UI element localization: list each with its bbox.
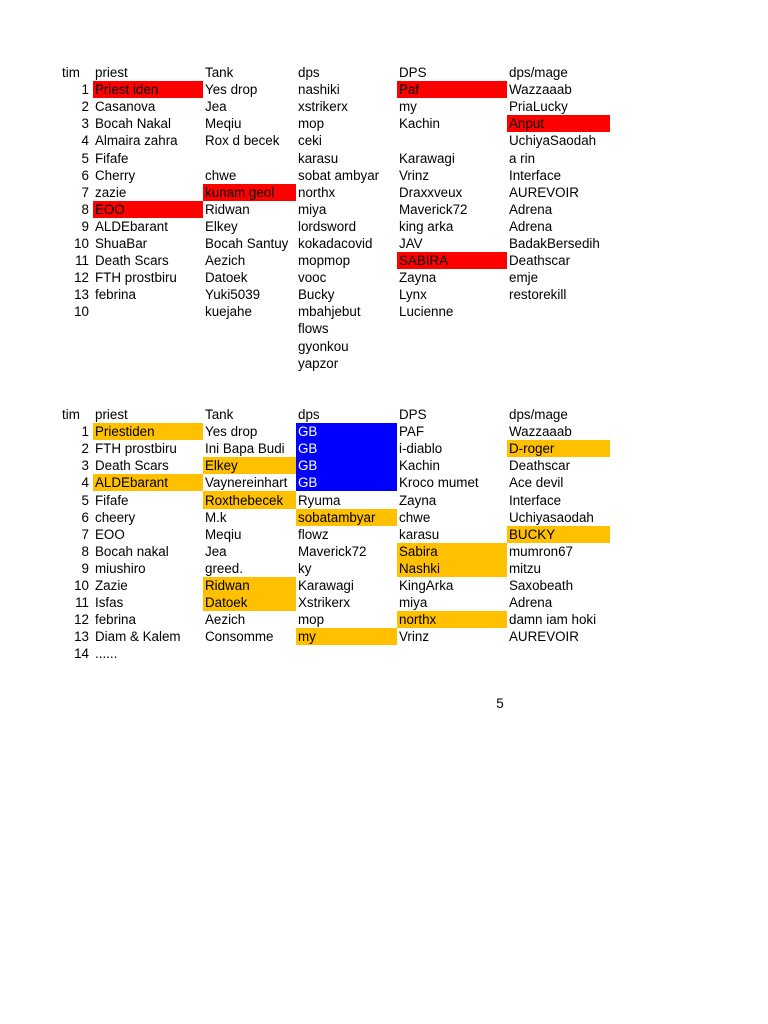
- cell-dps-mage: AUREVOIR: [509, 629, 579, 645]
- cell-tank: Meqiu: [205, 116, 242, 132]
- cell-tank: [203, 645, 296, 662]
- cell-priest: Zazie: [95, 577, 128, 593]
- cell-dps: mop: [298, 612, 325, 628]
- cell-tim: 6: [81, 167, 89, 183]
- cell-priest: EOO: [93, 201, 203, 218]
- cell-tim: 1: [81, 424, 89, 440]
- cell-dps-upper: KingArka: [399, 577, 454, 593]
- cell-tim: 11: [75, 595, 89, 611]
- cell-dps-mage: Interface: [509, 167, 562, 183]
- cell-priest: Bocah nakal: [95, 543, 169, 559]
- cell-dps-mage: Adrena: [509, 201, 553, 217]
- cell-dps-upper: Kroco mumet: [399, 475, 479, 491]
- cell-dps: GB: [296, 457, 397, 474]
- table-row: [60, 543, 610, 560]
- table-row: [60, 149, 610, 166]
- cell-dps-mage: Wazzaaab: [509, 424, 572, 440]
- cell-dps-mage: mitzu: [509, 560, 541, 576]
- header-row: [60, 64, 610, 81]
- cell-dps-upper: Sabira: [397, 543, 507, 560]
- cell-dps-mage: restorekill: [509, 287, 567, 303]
- cell-tim: 3: [81, 458, 89, 474]
- cell-priest: Casanova: [95, 99, 156, 115]
- table-row: [60, 611, 610, 628]
- cell-tank: Datoek: [203, 594, 296, 611]
- cell-priest: [93, 320, 203, 337]
- cell-dps-mage: PriaLucky: [509, 99, 568, 115]
- cell-tim: 4: [81, 475, 89, 491]
- cell-dps-upper: JAV: [399, 235, 423, 251]
- cell-tank: Datoek: [205, 270, 248, 286]
- cell-dps-mage: [507, 320, 610, 337]
- cell-dps: Karawagi: [298, 577, 354, 593]
- cell-dps-mage: Saxobeath: [509, 577, 574, 593]
- team-table-1: [60, 64, 620, 372]
- cell-dps: lordsword: [298, 218, 357, 234]
- cell-dps-upper: Zayna: [399, 270, 437, 286]
- cell-priest: Priest iden: [93, 81, 203, 98]
- cell-dps-mage: [507, 303, 610, 320]
- cell-dps-upper: SABIRA: [397, 252, 507, 269]
- cell-dps: kokadacovid: [298, 235, 373, 251]
- cell-dps-upper: Vrinz: [399, 167, 430, 183]
- cell-dps-upper: Karawagi: [399, 150, 455, 166]
- cell-dps-mage: Uchiyasaodah: [509, 509, 594, 525]
- cell-dps-upper: [397, 355, 507, 372]
- cell-tank: [203, 355, 296, 372]
- cell-dps-upper: Lynx: [399, 287, 427, 303]
- cell-tim: 10: [74, 304, 89, 320]
- cell-tank: chwe: [205, 167, 237, 183]
- cell-dps: mbahjebut: [298, 304, 361, 320]
- cell-dps-upper: karasu: [399, 526, 440, 542]
- cell-tank: Meqiu: [205, 526, 242, 542]
- table-row: [60, 440, 610, 457]
- table-row: [60, 81, 610, 98]
- header-cell-tank: Tank: [205, 65, 234, 81]
- header-cell-priest: priest: [95, 65, 128, 81]
- cell-dps: mop: [298, 116, 325, 132]
- cell-priest: Fifafe: [95, 150, 129, 166]
- cell-priest: Cherry: [95, 167, 136, 183]
- header-cell-priest: priest: [95, 407, 128, 423]
- cell-dps-upper: [397, 320, 507, 337]
- cell-tank: Yuki5039: [205, 287, 261, 303]
- cell-dps-upper: Lucienne: [399, 304, 454, 320]
- cell-tank: Vaynereinhart: [205, 475, 288, 491]
- cell-dps: GB: [296, 440, 397, 457]
- table-row: [60, 167, 610, 184]
- cell-dps-upper: king arka: [399, 218, 454, 234]
- cell-tank: kunam geol: [203, 184, 296, 201]
- cell-dps-mage: [507, 338, 610, 355]
- cell-dps-upper: my: [399, 99, 417, 115]
- cell-dps: GB: [296, 423, 397, 440]
- cell-dps-mage: Interface: [509, 492, 562, 508]
- cell-tim: 10: [74, 235, 89, 251]
- cell-dps: vooc: [298, 270, 327, 286]
- table-row: [60, 457, 610, 474]
- table-row: [60, 509, 610, 526]
- cell-tank: Roxthebecek: [203, 491, 296, 508]
- cell-dps-mage: BUCKY: [507, 526, 610, 543]
- cell-dps: Bucky: [298, 287, 335, 303]
- table-row: [60, 286, 610, 303]
- cell-dps-upper: Draxxveux: [399, 184, 463, 200]
- team-table-2-body: [60, 406, 610, 662]
- cell-tim: 8: [81, 543, 89, 559]
- cell-dps: xstrikerx: [298, 99, 348, 115]
- cell-tim: 5: [81, 150, 89, 166]
- cell-tank: kuejahe: [205, 304, 252, 320]
- cell-dps-upper: Vrinz: [399, 629, 430, 645]
- cell-priest: FTH prostbiru: [95, 441, 177, 457]
- table-row: [60, 594, 610, 611]
- cell-dps-mage: D-roger: [507, 440, 610, 457]
- cell-dps-mage: UchiyaSaodah: [509, 133, 597, 149]
- cell-dps-upper: Kachin: [399, 458, 440, 474]
- team-table-2: [60, 406, 620, 662]
- cell-dps-mage: Deathscar: [509, 458, 571, 474]
- cell-priest: Isfas: [95, 595, 124, 611]
- cell-tim: 4: [81, 133, 89, 149]
- cell-tim: 9: [81, 560, 89, 576]
- cell-tim: 12: [74, 270, 89, 286]
- cell-priest: Diam & Kalem: [95, 629, 181, 645]
- cell-tank: Yes drop: [205, 424, 258, 440]
- cell-dps-mage: mumron67: [509, 543, 574, 559]
- cell-tim: 12: [74, 612, 89, 628]
- cell-tim: [60, 338, 93, 355]
- cell-dps-upper: PAF: [399, 424, 425, 440]
- cell-dps-upper: northx: [397, 611, 507, 628]
- cell-priest: EOO: [95, 526, 125, 542]
- cell-tim: 3: [81, 116, 89, 132]
- cell-priest: zazie: [95, 184, 127, 200]
- cell-tank: [203, 149, 296, 166]
- cell-priest: Fifafe: [95, 492, 129, 508]
- cell-dps-mage: Ace devil: [509, 475, 564, 491]
- cell-priest: Death Scars: [95, 253, 169, 269]
- table-row: [60, 355, 610, 372]
- cell-tim: [60, 320, 93, 337]
- cell-tank: greed.: [205, 560, 243, 576]
- table-row: [60, 338, 610, 355]
- cell-dps-mage: Wazzaaab: [509, 82, 572, 98]
- table-row: [60, 132, 610, 149]
- cell-dps-mage: a rin: [509, 150, 536, 166]
- table-row: [60, 474, 610, 491]
- cell-tank: Ridwan: [203, 577, 296, 594]
- table-row: [60, 303, 610, 320]
- cell-dps: [296, 645, 397, 662]
- cell-tank: Bocah Santuy: [205, 235, 289, 251]
- table-row: [60, 423, 610, 440]
- cell-priest: ALDEbarant: [95, 218, 168, 234]
- table-row: [60, 269, 610, 286]
- cell-priest: Almaira zahra: [95, 133, 178, 149]
- cell-tim: 2: [81, 99, 89, 115]
- table-row: [60, 235, 610, 252]
- cell-dps: miya: [298, 201, 327, 217]
- cell-dps: my: [296, 628, 397, 645]
- cell-dps-mage: emje: [509, 270, 539, 286]
- cell-priest: Bocah Nakal: [95, 116, 171, 132]
- cell-dps: mopmop: [298, 253, 351, 269]
- cell-dps-mage: damn iam hoki: [509, 612, 597, 628]
- cell-dps: flows: [298, 321, 329, 337]
- cell-tim: [60, 355, 93, 372]
- cell-dps-upper: Nashki: [397, 560, 507, 577]
- cell-tank: Aezich: [205, 612, 246, 628]
- cell-dps: Maverick72: [298, 543, 367, 559]
- cell-dps: flowz: [298, 526, 329, 542]
- cell-priest: ShuaBar: [95, 235, 148, 251]
- table-row: [60, 577, 610, 594]
- cell-tim: 13: [74, 629, 89, 645]
- table-row: [60, 645, 610, 662]
- table-row: [60, 201, 610, 218]
- cell-dps-upper: [397, 338, 507, 355]
- header-cell-dps-upper: DPS: [399, 65, 427, 81]
- cell-tim: 6: [81, 509, 89, 525]
- header-cell-tim: tim: [62, 407, 80, 423]
- cell-dps-upper: miya: [399, 595, 428, 611]
- header-cell-dps-upper: DPS: [399, 407, 427, 423]
- cell-tank: Ini Bapa Budi: [205, 441, 285, 457]
- cell-dps-mage: AUREVOIR: [509, 184, 579, 200]
- cell-tim: 7: [81, 184, 89, 200]
- cell-dps: Xstrikerx: [298, 595, 351, 611]
- table-row: [60, 252, 610, 269]
- cell-tim: 14: [74, 646, 89, 662]
- cell-dps-mage: Adrena: [509, 218, 553, 234]
- header-cell-tank: Tank: [205, 407, 234, 423]
- cell-dps-upper: i-diablo: [399, 441, 443, 457]
- cell-priest: [93, 303, 203, 320]
- table-row: [60, 628, 610, 645]
- cell-dps: nashiki: [298, 82, 340, 98]
- header-cell-dps-mage: dps/mage: [509, 407, 568, 423]
- cell-dps-mage: [507, 645, 610, 662]
- cell-tank: M.k: [205, 509, 227, 525]
- cell-tim: 1: [81, 82, 89, 98]
- cell-priest: febrina: [95, 612, 136, 628]
- team-table-1-body: [60, 64, 610, 372]
- cell-dps: sobatambyar: [296, 509, 397, 526]
- table-row: [60, 98, 610, 115]
- cell-priest: ......: [95, 646, 118, 662]
- cell-dps-upper: Paf: [397, 81, 507, 98]
- cell-tank: Yes drop: [205, 82, 258, 98]
- cell-dps-mage: Adrena: [509, 595, 553, 611]
- cell-dps: karasu: [298, 150, 339, 166]
- cell-dps-upper: Kachin: [399, 116, 440, 132]
- cell-priest: [93, 338, 203, 355]
- cell-tank: [203, 320, 296, 337]
- cell-dps: gyonkou: [298, 338, 349, 354]
- header-cell-dps: dps: [298, 65, 320, 81]
- cell-tank: Consomme: [205, 629, 274, 645]
- cell-tim: 9: [81, 218, 89, 234]
- cell-priest: Death Scars: [95, 458, 169, 474]
- cell-tank: [203, 338, 296, 355]
- cell-tank: Jea: [205, 99, 227, 115]
- cell-priest: febrina: [95, 287, 136, 303]
- cell-dps: yapzor: [298, 355, 339, 371]
- cell-tim: 5: [81, 492, 89, 508]
- header-cell-dps-mage: dps/mage: [509, 65, 568, 81]
- cell-tank: Aezich: [205, 253, 246, 269]
- cell-dps: ceki: [298, 133, 322, 149]
- table-row: [60, 184, 610, 201]
- cell-tank: Elkey: [205, 218, 238, 234]
- table-row: [60, 115, 610, 132]
- cell-tim: 11: [75, 253, 89, 269]
- cell-tank: Elkey: [203, 457, 296, 474]
- cell-dps: Ryuma: [298, 492, 341, 508]
- cell-tim: 7: [81, 526, 89, 542]
- cell-priest: Priestiden: [93, 423, 203, 440]
- table-row: [60, 560, 610, 577]
- table-row: [60, 526, 610, 543]
- table-row: [60, 320, 610, 337]
- cell-dps-mage: Deathscar: [509, 253, 571, 269]
- cell-tank: Jea: [205, 543, 227, 559]
- cell-dps-upper: [397, 645, 507, 662]
- cell-tank: Rox d becek: [205, 133, 280, 149]
- cell-tim: 8: [81, 201, 89, 217]
- cell-dps-upper: Maverick72: [399, 201, 468, 217]
- cell-tim: 10: [74, 577, 89, 593]
- cell-tim: 13: [74, 287, 89, 303]
- cell-priest: [93, 355, 203, 372]
- page-number: 5: [496, 696, 504, 711]
- table-row: [60, 218, 610, 235]
- cell-dps-mage: BadakBersedih: [509, 235, 600, 251]
- cell-dps-upper: chwe: [399, 509, 431, 525]
- cell-dps: GB: [296, 474, 397, 491]
- cell-dps-mage: [507, 355, 610, 372]
- team-table-2-grid: [60, 406, 610, 662]
- team-table-1-grid: [60, 64, 610, 372]
- header-row: [60, 406, 610, 423]
- cell-dps-mage: Anput: [507, 115, 610, 132]
- cell-tank: Ridwan: [205, 201, 250, 217]
- cell-dps: ky: [298, 560, 312, 576]
- cell-dps-upper: Zayna: [399, 492, 437, 508]
- table-row: [60, 491, 610, 508]
- cell-tim: 2: [81, 441, 89, 457]
- cell-dps: northx: [298, 184, 336, 200]
- cell-priest: miushiro: [95, 560, 146, 576]
- cell-dps-upper: [397, 132, 507, 149]
- cell-priest: FTH prostbiru: [95, 270, 177, 286]
- cell-dps: sobat ambyar: [298, 167, 380, 183]
- header-cell-dps: dps: [298, 407, 320, 423]
- header-cell-tim: tim: [62, 65, 80, 81]
- cell-priest: cheery: [95, 509, 136, 525]
- cell-priest: ALDEbarant: [93, 474, 203, 491]
